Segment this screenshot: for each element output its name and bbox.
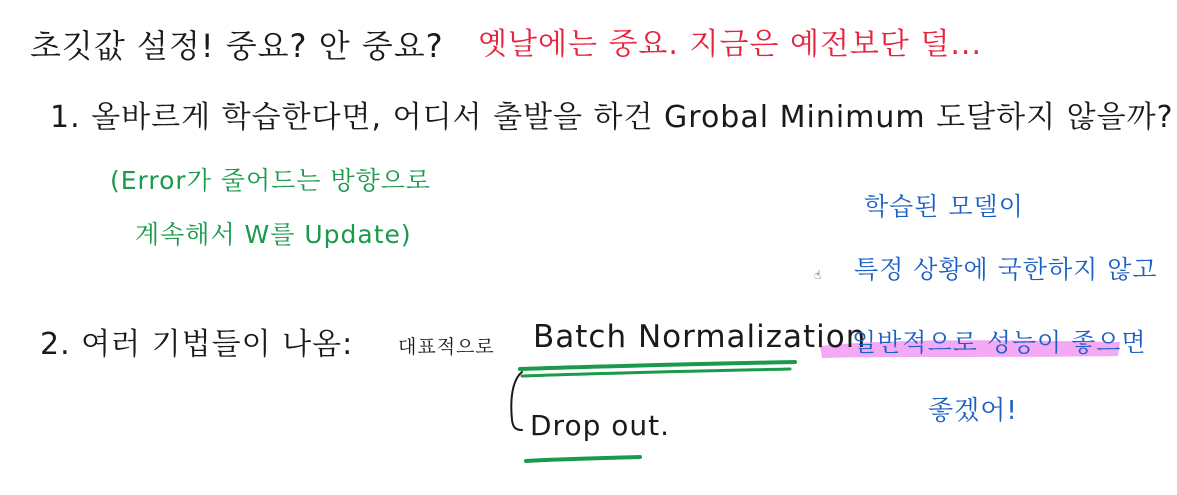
note-title-red: 옛날에는 중요. 지금은 예전보단 덜... [478,27,983,62]
note-blue-line-4: 좋겠어! [928,396,1018,426]
note-green-line-1: (Error가 줄어드는 방향으로 [110,166,431,195]
note-point-2: 2. 여러 기법들이 나옴: [40,327,354,362]
dropout-underline [526,457,640,461]
note-green-line-2: 계속해서 W를 Update) [135,220,412,249]
note-batch-normalization: Batch Normalization [533,319,867,355]
hand-cursor-icon: ☝ [814,268,822,282]
note-blue-line-2: 특정 상황에 국한하지 않고 [854,255,1158,284]
technique-bracket [511,372,522,430]
note-blue-line-3: 일반적으로 성능이 좋으면 [852,328,1147,357]
batchnorm-underline-2 [522,369,790,376]
note-point-1: 1. 올바르게 학습한다면, 어디서 출발을 하건 Grobal Minimum 도달하지 않을까? [50,100,1174,135]
note-dropout: Drop out. [530,409,671,442]
note-representative: 대표적으로 [398,336,495,358]
note-blue-line-1: 학습된 모델이 [864,192,1024,221]
note-title: 초깃값 설정! 중요? 안 중요? [30,27,444,65]
batchnorm-underline [520,362,795,369]
